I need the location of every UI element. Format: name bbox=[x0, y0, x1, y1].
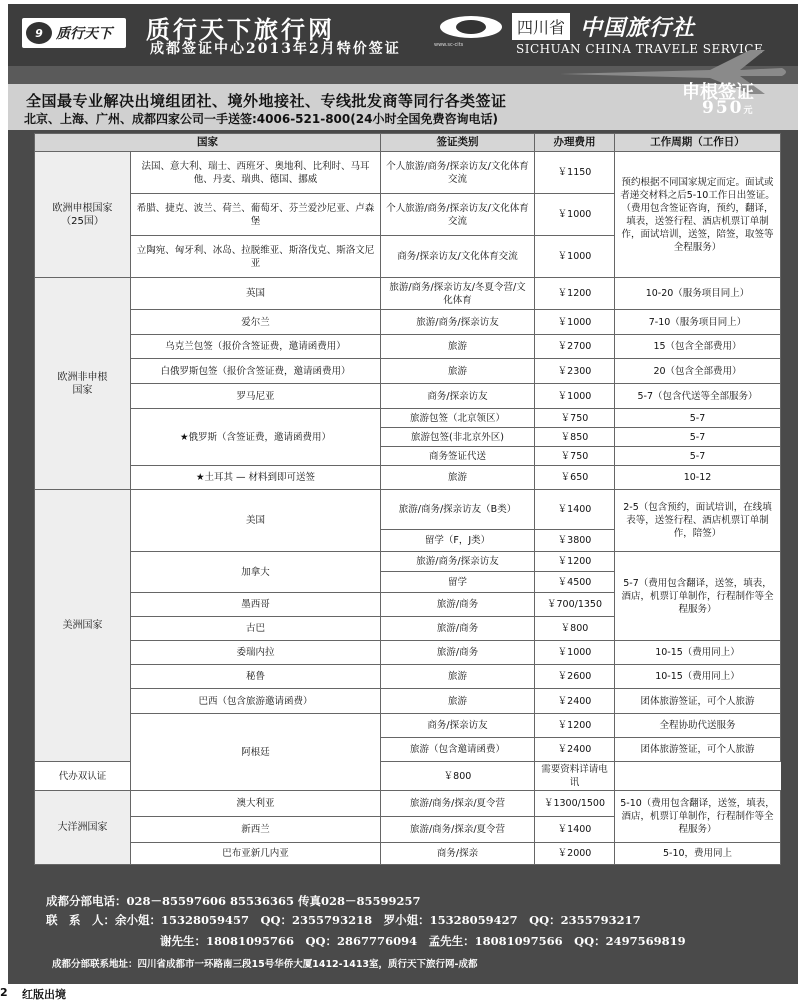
cits-province: 四川省 bbox=[512, 13, 570, 40]
period-cell: 10-15（费用同上） bbox=[615, 641, 781, 665]
country-cell: 阿根廷 bbox=[131, 714, 381, 791]
period-cell: 2-5（包含预约，面试培训，在线填表等，送签行程、酒店机票订单制作，陪签） bbox=[615, 490, 781, 552]
table-row bbox=[35, 665, 781, 689]
visa-type-cell: 旅游（包含邀请函费） bbox=[381, 738, 535, 762]
banner-hotline: 北京、上海、广州、成都四家公司一手送签:4006-521-800(24小时全国免费咨询电话) bbox=[24, 112, 498, 126]
country-cell: ★俄罗斯（含签证费，邀请函费用） bbox=[131, 409, 381, 466]
visa-type-cell: 旅游 bbox=[381, 335, 535, 359]
fee-cell: ￥2400 bbox=[535, 689, 615, 714]
country-cell: 罗马尼亚 bbox=[131, 384, 381, 409]
visa-type-cell: 旅游 bbox=[381, 466, 535, 490]
period-cell: 团体旅游签证，可个人旅游 bbox=[615, 689, 781, 714]
period-cell: 团体旅游签证，可个人旅游 bbox=[615, 738, 781, 762]
fee-cell: ￥1150 bbox=[535, 152, 615, 194]
country-cell: 英国 bbox=[131, 278, 381, 310]
country-cell: 法国、意大利、瑞士、西班牙、奥地利、比利时、马耳他、丹麦、瑞典、德国、挪威 bbox=[131, 152, 381, 194]
schengen-price bbox=[702, 98, 753, 118]
fee-cell: ￥2700 bbox=[535, 335, 615, 359]
fee-cell: ￥1400 bbox=[535, 490, 615, 530]
country-cell: 巴西（包含旅游邀请函费） bbox=[131, 689, 381, 714]
period-cell: 10-12 bbox=[615, 466, 781, 490]
page-number: 2 bbox=[0, 986, 8, 999]
table-row bbox=[35, 278, 781, 310]
period-cell: 5-7（费用包含翻译，送签，填表，酒店，机票订单制作，行程制作等全程服务） bbox=[615, 552, 781, 641]
period-cell: 5-7 bbox=[615, 409, 781, 428]
fee-cell: ￥1000 bbox=[535, 310, 615, 335]
fee-cell: ￥700/1350 bbox=[535, 593, 615, 617]
banner-headline: 全国最专业解决出境组团社、境外地接社、专线批发商等同行各类签证 bbox=[26, 92, 507, 110]
footer-address: 成都分部联系地址：四川省成都市一环路南三段15号华侨大厦1412-1413室，质行天下旅行网-成都 bbox=[52, 959, 478, 970]
visa-type-cell: 旅游 bbox=[381, 359, 535, 384]
period-cell: 10-20（服务项目同上） bbox=[615, 278, 781, 310]
visa-type-cell: 商务/探亲访友 bbox=[381, 384, 535, 409]
table-row bbox=[35, 490, 781, 530]
table-row bbox=[35, 689, 781, 714]
country-cell: 墨西哥 bbox=[131, 593, 381, 617]
fee-cell: ￥3800 bbox=[535, 530, 615, 552]
country-cell: 澳大利亚 bbox=[131, 791, 381, 817]
visa-type-cell: 旅游/商务/探亲访友 bbox=[381, 310, 535, 335]
country-cell: 委瑞内拉 bbox=[131, 641, 381, 665]
table-row bbox=[35, 641, 781, 665]
visa-type-cell: 旅游/商务/探亲/夏令营 bbox=[381, 817, 535, 843]
logo-mark-icon: 9 bbox=[26, 22, 52, 44]
table-row bbox=[35, 310, 781, 335]
visa-type-cell: 旅游/商务 bbox=[381, 617, 535, 641]
fee-cell: ￥1000 bbox=[535, 194, 615, 236]
period-cell: 5-10（费用包含翻译，送签，填表，酒店，机票订单制作，行程制作等全程服务） bbox=[615, 791, 781, 843]
cits-english-name: SICHUAN CHINA TRAVELE SERVICE bbox=[516, 42, 764, 56]
region-americas: 美洲国家 bbox=[35, 490, 131, 762]
period-cell: 预约根据不同国家规定而定。面试或者递交材料之后5-10工作日出签证。（费用包含签证咨询，预约，翻译，填表，送签行程、酒店机票订单制作，面试培训，送签，陪签，取签等全程服务） bbox=[615, 152, 781, 278]
period-cell: 全程协助代送服务 bbox=[615, 714, 781, 738]
period-cell: 5-7 bbox=[615, 428, 781, 447]
country-cell: 美国 bbox=[131, 490, 381, 552]
period-cell: 5-7（包含代送等全部服务） bbox=[615, 384, 781, 409]
logo-text: 质行天下 bbox=[56, 26, 112, 42]
region-europe-schengen: 欧洲申根国家 （25国） bbox=[35, 152, 131, 278]
table-row bbox=[35, 152, 781, 194]
fee-cell: ￥1000 bbox=[535, 384, 615, 409]
visa-type-cell: 旅游包签（北京领区） bbox=[381, 409, 535, 428]
visa-type-cell: 旅游/商务/探亲访友（B类） bbox=[381, 490, 535, 530]
header-subtitle: 成都签证中心2013年2月特价签证 bbox=[150, 41, 401, 57]
visa-type-cell: 旅游/商务/探亲访友 bbox=[381, 552, 535, 572]
section-title: 红版出境 bbox=[22, 988, 66, 1001]
period-cell: 20（包含全部费用） bbox=[615, 359, 781, 384]
visa-type-cell: 商务/探亲访友 bbox=[381, 714, 535, 738]
period-cell: 7-10（服务项目同上） bbox=[615, 310, 781, 335]
fee-cell: ￥2300 bbox=[535, 359, 615, 384]
table-row bbox=[35, 409, 781, 428]
visa-type-cell: 旅游包签(非北京外区) bbox=[381, 428, 535, 447]
period-cell: 15（包含全部费用） bbox=[615, 335, 781, 359]
fee-cell: ￥1400 bbox=[535, 817, 615, 843]
period-cell: 10-15（费用同上） bbox=[615, 665, 781, 689]
visa-type-cell: 商务签证代送 bbox=[381, 447, 535, 466]
country-cell: 新西兰 bbox=[131, 817, 381, 843]
cits-name: 中国旅行社 bbox=[580, 14, 696, 41]
fee-cell: ￥1200 bbox=[535, 714, 615, 738]
header-country: 国家 bbox=[35, 134, 381, 152]
visa-type-cell: 旅游/商务/探亲/夏令营 bbox=[381, 791, 535, 817]
fee-cell: ￥750 bbox=[535, 409, 615, 428]
country-cell: 加拿大 bbox=[131, 552, 381, 593]
table-row bbox=[35, 335, 781, 359]
visa-price-table bbox=[34, 133, 781, 865]
table-row bbox=[35, 359, 781, 384]
country-cell: ★土耳其 — 材料到即可送签 bbox=[131, 466, 381, 490]
footer-phone: 成都分部电话：028－85597606 85536365 传真028－85599257 bbox=[46, 894, 421, 908]
country-cell: 希腊、捷克、波兰、荷兰、葡萄牙、芬兰爱沙尼亚、卢森堡 bbox=[131, 194, 381, 236]
table-row bbox=[35, 552, 781, 572]
country-cell: 爱尔兰 bbox=[131, 310, 381, 335]
visa-type-cell: 代办双认证 bbox=[35, 762, 131, 791]
visa-type-cell: 留学（F，J类） bbox=[381, 530, 535, 552]
visa-type-cell: 留学 bbox=[381, 572, 535, 593]
fee-cell: ￥4500 bbox=[535, 572, 615, 593]
country-cell: 乌克兰包签（报价含签证费，邀请函费用） bbox=[131, 335, 381, 359]
schengen-price-unit: 元 bbox=[743, 106, 753, 116]
country-cell: 立陶宛、匈牙利、冰岛、拉脱维亚、斯洛伐克、斯洛文尼亚 bbox=[131, 236, 381, 278]
visa-type-cell: 商务/探亲 bbox=[381, 843, 535, 865]
cits-small-url: www.sc-cits bbox=[434, 42, 464, 48]
visa-type-cell: 个人旅游/商务/探亲访友/文化体育交流 bbox=[381, 152, 535, 194]
fee-cell: ￥850 bbox=[535, 428, 615, 447]
visa-type-cell: 旅游 bbox=[381, 689, 535, 714]
fee-cell: ￥2000 bbox=[535, 843, 615, 865]
period-cell: 需要资料详请电讯 bbox=[535, 762, 615, 791]
header-fee: 办理费用 bbox=[535, 134, 615, 152]
header-visa-type: 签证类别 bbox=[381, 134, 535, 152]
fee-cell: ￥1200 bbox=[535, 278, 615, 310]
fee-cell: ￥1000 bbox=[535, 236, 615, 278]
header-period: 工作周期（工作日） bbox=[615, 134, 781, 152]
airplane-icon bbox=[560, 48, 790, 96]
fee-cell: ￥750 bbox=[535, 447, 615, 466]
table-row bbox=[35, 843, 781, 865]
period-cell: 5-7 bbox=[615, 447, 781, 466]
logo bbox=[22, 18, 126, 48]
table-row bbox=[35, 791, 781, 817]
visa-type-cell: 商务/探亲访友/文化体育交流 bbox=[381, 236, 535, 278]
cits-brand bbox=[512, 12, 798, 40]
fee-cell: ￥800 bbox=[381, 762, 535, 791]
country-cell: 白俄罗斯包签（报价含签证费，邀请函费用） bbox=[131, 359, 381, 384]
fee-cell: ￥1300/1500 bbox=[535, 791, 615, 817]
region-oceania: 大洋洲国家 bbox=[35, 791, 131, 865]
footer-contacts-2: 谢先生：18081095766 QQ：2867776094 孟先生：18081097566 QQ：2497569819 bbox=[160, 934, 686, 948]
cits-logo-icon bbox=[440, 16, 502, 38]
period-cell: 5-10，费用同上 bbox=[615, 843, 781, 865]
region-europe-non-schengen: 欧洲非申根 国家 bbox=[35, 278, 131, 490]
fee-cell: ￥650 bbox=[535, 466, 615, 490]
schengen-price-value: 950 bbox=[702, 98, 744, 118]
country-cell: 古巴 bbox=[131, 617, 381, 641]
visa-type-cell: 个人旅游/商务/探亲访友/文化体育交流 bbox=[381, 194, 535, 236]
fee-cell: ￥2600 bbox=[535, 665, 615, 689]
country-cell: 巴布亚新几内亚 bbox=[131, 843, 381, 865]
visa-type-cell: 旅游 bbox=[381, 665, 535, 689]
fee-cell: ￥800 bbox=[535, 617, 615, 641]
table-row bbox=[35, 384, 781, 409]
header-title: 质行天下旅行网 bbox=[146, 15, 335, 44]
fee-cell: ￥1000 bbox=[535, 641, 615, 665]
table-row bbox=[35, 714, 781, 738]
fee-cell: ￥2400 bbox=[535, 738, 615, 762]
visa-type-cell: 旅游/商务 bbox=[381, 641, 535, 665]
country-cell: 秘鲁 bbox=[131, 665, 381, 689]
fee-cell: ￥1200 bbox=[535, 552, 615, 572]
table-row bbox=[35, 466, 781, 490]
footer-contacts-1: 联 系 人：余小姐：15328059457 QQ：2355793218 罗小姐：15328059427 QQ：2355793217 bbox=[46, 913, 641, 927]
schengen-label: 申根签证 bbox=[682, 82, 754, 103]
visa-type-cell: 旅游/商务/探亲访友/冬夏令营/文化体育 bbox=[381, 278, 535, 310]
table-header-row bbox=[35, 134, 781, 152]
visa-type-cell: 旅游/商务 bbox=[381, 593, 535, 617]
